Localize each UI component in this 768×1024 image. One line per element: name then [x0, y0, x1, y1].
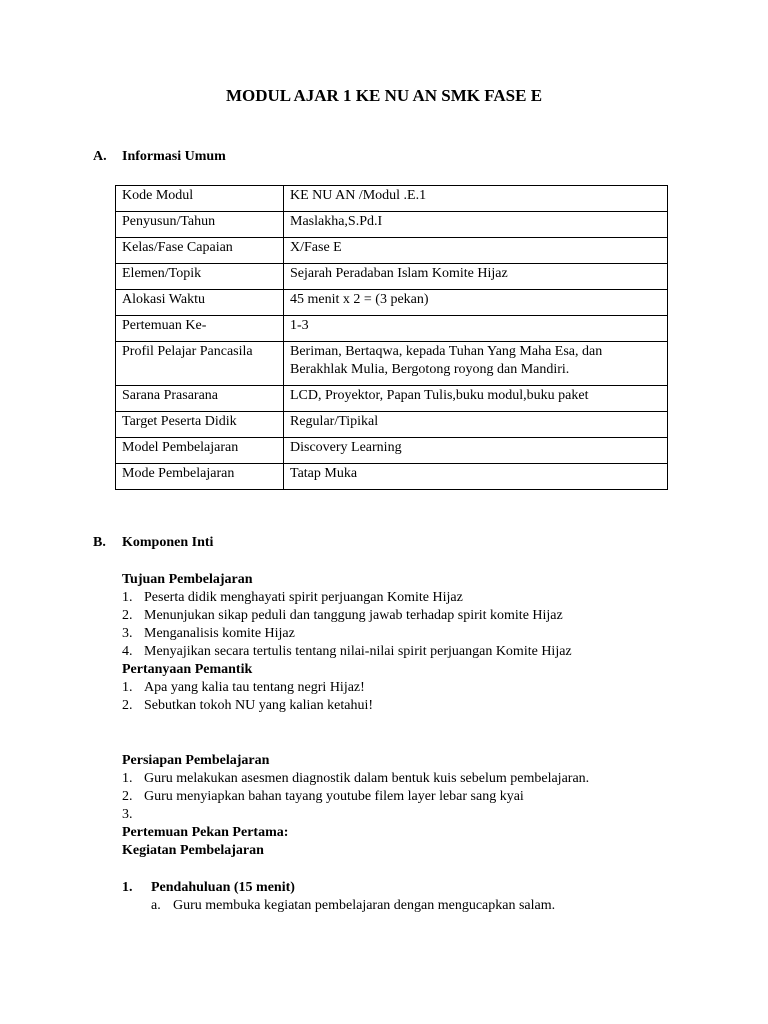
table-key: Elemen/Topik — [116, 264, 284, 290]
table-value: Tatap Muka — [284, 464, 668, 490]
table-value — [284, 342, 668, 386]
table-value: LCD, Proyektor, Papan Tulis,buku modul,buku paket — [284, 386, 668, 412]
table-value: Discovery Learning — [284, 438, 668, 464]
pertemuan-heading: Pertemuan Pekan Pertama: — [122, 825, 289, 840]
list-number: 1. — [122, 680, 133, 695]
table-value-line: Berakhlak Mulia, Bergotong royong dan Mandiri. — [290, 362, 570, 377]
table-value: Regular/Tipikal — [284, 412, 668, 438]
table-key: Kelas/Fase Capaian — [116, 238, 284, 264]
tujuan-heading: Tujuan Pembelajaran — [122, 572, 253, 587]
table-value: 1-3 — [284, 316, 668, 342]
table-row — [116, 186, 668, 212]
table-value-line: Beriman, Bertaqwa, kepada Tuhan Yang Maha Esa, dan — [290, 344, 603, 359]
table-value: Sejarah Peradaban Islam Komite Hijaz — [284, 264, 668, 290]
document-title: MODUL AJAR 1 KE NU AN SMK FASE E — [225, 86, 543, 105]
table-key: Pertemuan Ke- — [116, 316, 284, 342]
list-number: 1. — [122, 880, 133, 895]
table-key: Penyusun/Tahun — [116, 212, 284, 238]
table-key: Model Pembelajaran — [116, 438, 284, 464]
list-number: 2. — [122, 608, 133, 623]
section-label: Informasi Umum — [122, 149, 226, 164]
table-row — [116, 212, 668, 238]
list-text: Guru membuka kegiatan pembelajaran dengan mengucapkan salam. — [173, 898, 556, 913]
table-row — [116, 342, 668, 386]
table-row — [116, 290, 668, 316]
info-table — [115, 185, 668, 490]
list-text: Apa yang kalia tau tentang negri Hijaz! — [144, 680, 365, 695]
kegiatan-heading: Kegiatan Pembelajaran — [122, 843, 264, 858]
section-label: Komponen Inti — [122, 535, 214, 550]
list-item — [151, 897, 555, 915]
list-text: Menyajikan secara tertulis tentang nilai-nilai spirit perjuangan Komite Hijaz — [144, 644, 572, 659]
section-b-heading — [93, 535, 213, 551]
list-number: 2. — [122, 789, 133, 804]
table-row — [116, 316, 668, 342]
list-number: 3. — [122, 807, 133, 822]
persiapan-heading: Persiapan Pembelajaran — [122, 753, 270, 768]
list-number: 1. — [122, 771, 133, 786]
list-number: 2. — [122, 698, 133, 713]
table-key: Target Peserta Didik — [116, 412, 284, 438]
table-key: Sarana Prasarana — [116, 386, 284, 412]
list-number: 4. — [122, 644, 133, 659]
table-row — [116, 238, 668, 264]
section-a-heading — [93, 149, 226, 165]
list-text: Sebutkan tokoh NU yang kalian ketahui! — [144, 698, 374, 713]
table-key: Alokasi Waktu — [116, 290, 284, 316]
pendahuluan-heading — [122, 879, 295, 897]
list-number: 3. — [122, 626, 133, 641]
pemantik-heading: Pertanyaan Pemantik — [122, 662, 253, 677]
table-value: Maslakha,S.Pd.I — [284, 212, 668, 238]
list-text: Menunjukan sikap peduli dan tanggung jawab terhadap spirit komite Hijaz — [144, 608, 563, 623]
list-item — [122, 806, 144, 824]
table-value: 45 menit x 2 = (3 pekan) — [284, 290, 668, 316]
list-item — [122, 697, 373, 715]
list-item — [122, 770, 589, 788]
list-item — [122, 679, 365, 697]
list-text: Menganalisis komite Hijaz — [144, 626, 295, 641]
table-row — [116, 464, 668, 490]
section-letter: B. — [93, 535, 106, 550]
list-letter: a. — [151, 898, 161, 913]
list-number: 1. — [122, 590, 133, 605]
list-item — [122, 589, 463, 607]
list-item — [122, 625, 295, 643]
table-row — [116, 438, 668, 464]
table-row — [116, 386, 668, 412]
list-text: Guru menyiapkan bahan tayang youtube filem layer lebar sang kyai — [144, 789, 524, 804]
list-item — [122, 607, 563, 625]
table-row — [116, 412, 668, 438]
list-item — [122, 788, 524, 806]
table-key: Mode Pembelajaran — [116, 464, 284, 490]
pendahuluan-title: Pendahuluan (15 menit) — [151, 880, 295, 895]
section-letter: A. — [93, 149, 107, 164]
table-value: X/Fase E — [284, 238, 668, 264]
table-key: Profil Pelajar Pancasila — [116, 342, 284, 386]
table-value: KE NU AN /Modul .E.1 — [284, 186, 668, 212]
list-text: Guru melakukan asesmen diagnostik dalam bentuk kuis sebelum pembelajaran. — [144, 771, 590, 786]
table-key: Kode Modul — [116, 186, 284, 212]
table-row — [116, 264, 668, 290]
list-item — [122, 643, 572, 661]
list-text: Peserta didik menghayati spirit perjuangan Komite Hijaz — [144, 590, 463, 605]
